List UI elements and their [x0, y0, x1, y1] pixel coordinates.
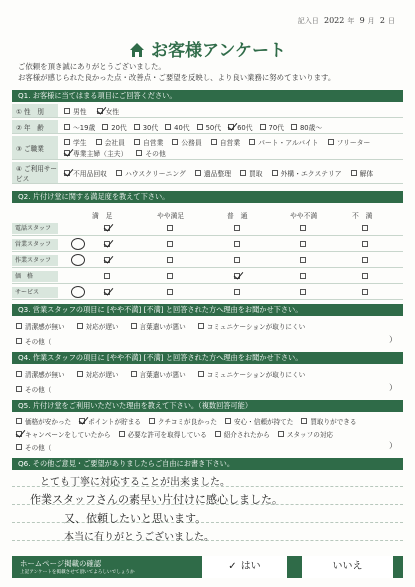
q5-option[interactable]: 紹介されたから	[215, 429, 270, 439]
checkbox[interactable]	[362, 225, 368, 231]
age-option[interactable]: 20代	[102, 122, 126, 132]
date-label: 記入日	[297, 17, 319, 25]
checkbox[interactable]	[234, 289, 240, 295]
q2-row-price	[12, 269, 403, 284]
checkbox[interactable]	[16, 444, 22, 450]
checkbox[interactable]	[211, 139, 217, 145]
age-option[interactable]: ～19歳	[64, 122, 95, 132]
job-option[interactable]: その他	[136, 148, 165, 158]
house-logo-icon	[129, 42, 145, 58]
checkbox-checked[interactable]	[104, 289, 110, 295]
service-option[interactable]: 解体	[351, 168, 374, 178]
q3-option[interactable]: 言葉遣いが悪い	[131, 321, 186, 331]
checkbox[interactable]	[362, 257, 368, 263]
row-label: サービス	[12, 287, 58, 298]
checkbox-checked[interactable]	[79, 418, 85, 424]
checkbox[interactable]	[195, 170, 201, 176]
col-header: 不 満	[352, 212, 373, 220]
checkbox-checked[interactable]	[104, 241, 110, 247]
date-month-unit: 月	[367, 17, 375, 25]
checkbox[interactable]	[64, 124, 70, 130]
job-option[interactable]: 自営業	[211, 137, 240, 147]
checkbox[interactable]	[119, 431, 125, 437]
service-option[interactable]: ハウスクリーニング	[116, 168, 186, 178]
q4-heading: Q4. 作業スタッフの項目に [やや不満] [不満] と回答された方へ理由をお聞かせ下さい。	[12, 352, 403, 364]
checkbox[interactable]	[134, 139, 140, 145]
gender-option-female[interactable]: 女性	[97, 106, 120, 116]
row-label: 作業スタッフ	[12, 255, 58, 266]
job-option-homemaker[interactable]: 専業主婦（主夫）	[64, 148, 127, 158]
checkbox-checked[interactable]	[64, 150, 70, 156]
consent-no-option[interactable]: いいえ	[302, 556, 393, 578]
date-year: 2022	[323, 16, 345, 25]
job-option[interactable]: 学生	[64, 137, 87, 147]
q6-heading: Q6. その他ご意見・ご要望がありましたらご自由にお書き下さい。	[12, 458, 403, 470]
check-mark-icon: ✓	[228, 561, 237, 572]
q2-row-work	[12, 253, 403, 268]
checkbox[interactable]	[167, 289, 173, 295]
paren-close: ）	[389, 335, 397, 344]
intro-text	[18, 61, 397, 83]
q1-service-row	[12, 162, 403, 184]
checkbox[interactable]	[225, 418, 231, 424]
consent-note: 上記アンケートを掲載させて頂いてよろしいでしょうか	[20, 570, 135, 575]
checkbox[interactable]	[272, 170, 278, 176]
checkbox[interactable]	[278, 431, 284, 437]
comment-line: 又、依頼したいと思います。	[64, 512, 207, 525]
checkbox[interactable]	[328, 139, 334, 145]
comment-line: 本当に有りがとうございました。	[64, 532, 214, 543]
checkbox[interactable]	[102, 124, 108, 130]
checkbox[interactable]	[134, 124, 140, 130]
checkbox[interactable]	[167, 225, 173, 231]
row-label: 営業スタッフ	[12, 239, 58, 250]
col-header: やや不満	[290, 212, 318, 220]
q4-other[interactable]: その他（	[16, 384, 51, 394]
checkbox-checked[interactable]	[97, 108, 103, 114]
checkbox-checked[interactable]	[234, 273, 240, 279]
checkbox[interactable]	[351, 170, 357, 176]
q5-heading: Q5. 片付け堂をご利用いただいた理由を教えて下さい。（複数回答可能）	[12, 400, 403, 412]
q5-option[interactable]: クチコミが良かった	[149, 416, 217, 426]
col-header: やや満足	[157, 212, 185, 220]
page-title	[0, 36, 415, 61]
q3-other[interactable]: その他（	[16, 336, 51, 346]
checkbox[interactable]	[362, 241, 368, 247]
checkbox[interactable]	[77, 371, 83, 377]
checkbox[interactable]	[234, 241, 240, 247]
q5-option[interactable]: 安心・信頼が持てた	[225, 416, 293, 426]
q5-options-row1	[16, 416, 399, 426]
checkbox[interactable]	[104, 273, 110, 279]
col-header: 満 足	[92, 212, 113, 220]
checkbox[interactable]	[167, 257, 173, 263]
q5-option-points[interactable]: ポイントが貯まる	[79, 416, 141, 426]
job-option[interactable]: フリーター	[328, 137, 371, 147]
q1-gender-row	[12, 104, 403, 118]
checkbox[interactable]	[116, 170, 122, 176]
q1-heading: Q1. お客様に当てはまる項目にご回答ください。	[12, 90, 403, 102]
q2-column-headers	[12, 208, 403, 220]
checkbox[interactable]	[198, 323, 204, 329]
comment-line: とても丁寧に対応することが出来ました。	[40, 477, 230, 488]
checkbox[interactable]	[300, 257, 306, 263]
checkbox[interactable]	[234, 257, 240, 263]
date-year-unit: 年	[347, 17, 355, 25]
circle-mark	[71, 254, 85, 266]
checkbox[interactable]	[16, 418, 22, 424]
checkbox[interactable]	[240, 170, 246, 176]
checkbox[interactable]	[172, 139, 178, 145]
consent-yes-option[interactable]: ✓ はい	[202, 556, 287, 578]
checkbox[interactable]	[64, 108, 70, 114]
checkbox-checked[interactable]	[104, 225, 110, 231]
age-option[interactable]: 40代	[165, 122, 189, 132]
q4-option[interactable]: 清潔感が無い	[16, 369, 65, 379]
q4-option[interactable]: 言葉遣いが悪い	[131, 369, 186, 379]
q5-option[interactable]: スタッフの対応	[278, 429, 333, 439]
checkbox[interactable]	[167, 241, 173, 247]
q5-options-row2	[16, 429, 399, 439]
checkbox[interactable]	[197, 124, 203, 130]
service-option-junk-removal[interactable]: 不用品回収	[64, 168, 107, 178]
q2-heading: Q2. 片付け堂に関する満足度を教えて下さい。	[12, 191, 403, 203]
checkbox[interactable]	[16, 371, 22, 377]
consent-title: ホームページ掲載の確認	[20, 559, 102, 568]
q1-age-row	[12, 120, 403, 134]
checkbox[interactable]	[362, 289, 368, 295]
checkbox[interactable]	[234, 225, 240, 231]
age-option[interactable]: 50代	[197, 122, 221, 132]
checkbox[interactable]	[362, 273, 368, 279]
checkbox[interactable]	[16, 323, 22, 329]
circle-mark	[71, 286, 85, 298]
job-label: ③ ご職業	[12, 136, 58, 159]
q5-option[interactable]: 買取りができる	[301, 416, 356, 426]
service-option[interactable]: 外構・エクステリア	[272, 168, 342, 178]
checkbox[interactable]	[301, 418, 307, 424]
q4-option[interactable]: 対応が遅い	[77, 369, 119, 379]
checkbox[interactable]	[260, 124, 266, 130]
date-day: 2	[379, 16, 385, 25]
q3-heading: Q3. 営業スタッフの項目に [やや不満] [不満] と回答された方へ理由をお聞かせ下さい。	[12, 304, 403, 316]
checkbox[interactable]	[300, 273, 306, 279]
checkbox[interactable]	[165, 124, 171, 130]
entry-date	[298, 16, 395, 26]
checkbox[interactable]	[198, 371, 204, 377]
q3-option[interactable]: コミュニケーションが取りにくい	[198, 321, 306, 331]
checkbox[interactable]	[149, 418, 155, 424]
age-label: ② 年 齢	[12, 120, 58, 133]
checkbox[interactable]	[96, 139, 102, 145]
checkbox[interactable]	[136, 150, 142, 156]
checkbox[interactable]	[249, 139, 255, 145]
q3-option[interactable]: 対応が遅い	[77, 321, 119, 331]
service-option[interactable]: 遺品整理	[195, 168, 231, 178]
checkbox[interactable]	[300, 225, 306, 231]
q5-option[interactable]: 価格が安かった	[16, 416, 71, 426]
checkbox[interactable]	[167, 273, 173, 279]
col-header: 普 通	[227, 212, 248, 220]
age-option[interactable]: 70代	[260, 122, 284, 132]
intro-line: ご依頼を頂き誠にありがとうございました。	[18, 62, 166, 71]
age-option[interactable]: 80歳～	[291, 122, 322, 132]
circle-mark	[71, 238, 85, 250]
service-option[interactable]: 買取	[240, 168, 263, 178]
service-label: ④ ご利用サービス	[12, 162, 58, 183]
job-option[interactable]: 会社員	[96, 137, 125, 147]
row-label: 価 格	[12, 271, 58, 282]
q3-options	[16, 321, 399, 331]
checkbox[interactable]	[131, 323, 137, 329]
paren-close: ）	[389, 383, 397, 392]
job-option[interactable]: 自営業	[134, 137, 163, 147]
q2-row-service	[12, 285, 403, 300]
checkbox-checked[interactable]	[16, 431, 22, 437]
paren-close: ）	[389, 441, 397, 450]
checkbox-checked[interactable]	[228, 124, 234, 130]
age-option-60s[interactable]: 60代	[228, 122, 252, 132]
q4-options	[16, 369, 399, 379]
q3-option[interactable]: 清潔感が無い	[16, 321, 65, 331]
checkbox[interactable]	[300, 289, 306, 295]
checkbox[interactable]	[300, 241, 306, 247]
checkbox[interactable]	[16, 386, 22, 392]
gender-label: ① 性 別	[12, 104, 58, 117]
row-label: 電話スタッフ	[12, 223, 58, 234]
date-day-unit: 日	[388, 17, 395, 25]
checkbox[interactable]	[64, 139, 70, 145]
checkbox[interactable]	[77, 323, 83, 329]
intro-line: お客様が感じられた良かった点・改善点・ご要望を反映し、より良い業務に努めてまいります。	[18, 73, 336, 82]
comment-line: 作業スタッフさんの素早い片付けに感心しました。	[30, 493, 283, 506]
title-text: お客様アンケート	[151, 41, 286, 61]
checkbox[interactable]	[16, 338, 22, 344]
checkbox-checked[interactable]	[64, 170, 70, 176]
q5-other[interactable]: その他（	[16, 442, 51, 452]
gender-option-male[interactable]: 男性	[64, 106, 87, 116]
checkbox[interactable]	[291, 124, 297, 130]
job-option[interactable]: パート・アルバイト	[249, 137, 318, 147]
checkbox[interactable]	[215, 431, 221, 437]
date-month: 9	[359, 16, 365, 25]
homepage-consent-bar	[12, 556, 403, 578]
q2-row-phone	[12, 221, 403, 236]
checkbox-checked[interactable]	[104, 257, 110, 263]
q5-option[interactable]: 必要な許可を取得している	[119, 429, 207, 439]
job-option[interactable]: 公務員	[172, 137, 201, 147]
q1-job-row	[12, 136, 403, 160]
q5-option-campaign[interactable]: キャンペーンをしていたから	[16, 429, 111, 439]
q4-option[interactable]: コミュニケーションが取りにくい	[198, 369, 306, 379]
q2-row-sales	[12, 237, 403, 252]
age-option[interactable]: 30代	[134, 122, 158, 132]
checkbox[interactable]	[131, 371, 137, 377]
